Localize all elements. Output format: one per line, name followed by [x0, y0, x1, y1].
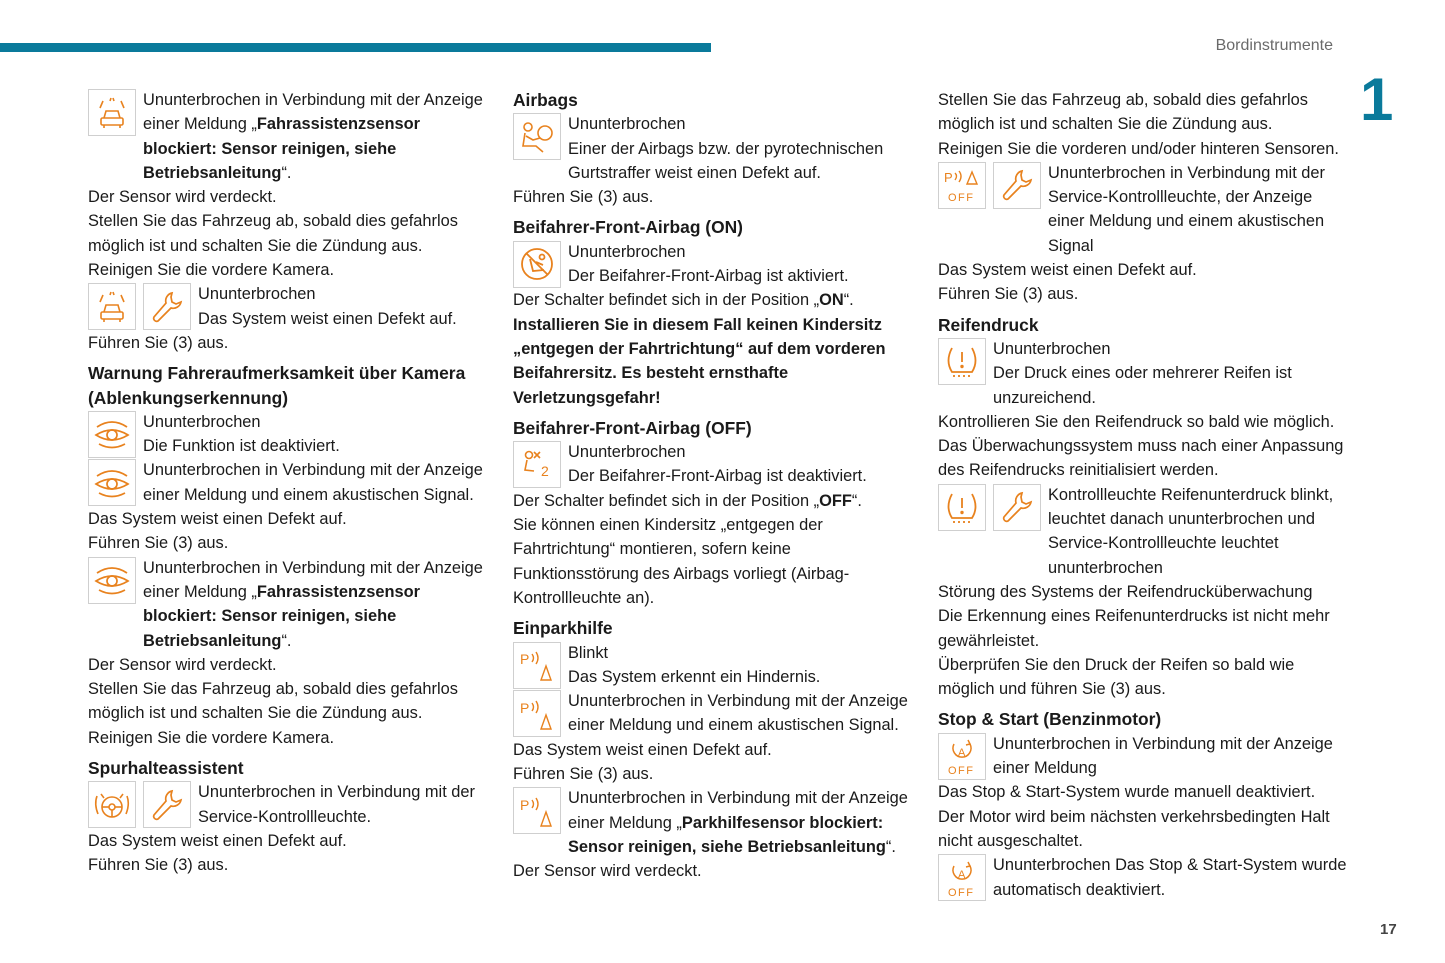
body-text: Der Sensor wird verdeckt. — [88, 655, 277, 674]
lane-assist-steering-icon — [88, 781, 136, 828]
entry-text: Ununterbrochen — [993, 339, 1111, 358]
parking-off-entry — [938, 161, 1348, 258]
column-3 — [938, 88, 1348, 902]
section-title: Bordinstrumente — [1215, 37, 1333, 54]
off-label: OFF — [948, 192, 975, 205]
entry-text: Ununterbrochen — [568, 242, 686, 261]
quote-close: “. — [843, 291, 854, 310]
entry-text: Der Druck eines oder mehrerer Reifen ist unzureichend. — [993, 364, 1292, 407]
tyre-pressure-entry — [938, 483, 1348, 580]
entry-text: Ununterbrochen in Verbindung mit der Anzeige einer Meldung „ — [143, 558, 483, 601]
entry-text: Ununterbrochen in Verbindung mit der Anzeige einer Meldung und einem akustischen Signal. — [143, 461, 483, 504]
camera-defect-entry — [88, 282, 493, 331]
body-text: Reinigen Sie die vordere Kamera. — [88, 728, 334, 747]
section-heading: Einparkhilfe — [513, 618, 613, 639]
body-text: Der Sensor wird verdeckt. — [513, 862, 702, 881]
entry-text: Ununterbrochen — [568, 115, 686, 134]
warning-text: Installieren Sie in diesem Fall keinen Kindersitz „entgegen der Fahrtrichtung“ auf dem vorderen Beifahrersitz. Es besteht ernsthafte Verletzungsgefahr! — [513, 315, 886, 407]
entry-text: Ununterbrochen — [568, 443, 686, 462]
tyre-pressure-entry — [938, 337, 1348, 410]
message-text: Fahrassistenzsensor blockiert: Sensor reinigen, siehe Betriebsanleitung — [143, 115, 420, 182]
body-text: Der Schalter befindet sich in der Position „ — [513, 291, 820, 310]
entry-text: Ununterbrochen in Verbindung mit der Anzeige einer Meldung und einem akustischen Signal. — [568, 692, 908, 735]
lane-assist-entry — [88, 780, 493, 829]
parking-sensor-icon — [513, 690, 561, 737]
body-text: Das System weist einen Defekt auf. — [938, 261, 1197, 280]
parking-p-label: P — [944, 170, 953, 186]
airbag-entry — [513, 112, 918, 185]
body-text: Stellen Sie das Fahrzeug ab, sobald dies gefahrlos möglich ist und schalten Sie die Zündung aus. — [88, 212, 458, 255]
entry-text: Die Funktion ist deaktiviert. — [143, 437, 340, 456]
entry-text: Ununterbrochen — [143, 412, 261, 431]
chapter-number: 1 — [1360, 66, 1394, 133]
body-text: Das System weist einen Defekt auf. — [88, 510, 347, 529]
entry-text: Der Beifahrer-Front-Airbag ist aktiviert. — [568, 267, 849, 286]
body-text: Führen Sie (3) aus. — [88, 534, 229, 553]
section-heading: Beifahrer-Front-Airbag (ON) — [513, 217, 743, 238]
message-text: Fahrassistenzsensor blockiert: Sensor reinigen, siehe Betriebsanleitung — [143, 582, 420, 650]
stop-start-off-icon — [938, 733, 986, 780]
quote-close: “. — [885, 837, 896, 856]
wrench-icon — [993, 484, 1041, 531]
entry-text: Ununterbrochen in Verbindung mit der Anzeige einer Meldung „ — [568, 789, 908, 832]
section-heading: Beifahrer-Front-Airbag (OFF) — [513, 417, 752, 438]
quote-close: “. — [281, 631, 292, 650]
entry-text: Kontrollleuchte Reifenunterdruck blinkt, leuchtet danach ununterbrochen und Service-Kontrollleuchte leuchtet ununterbrochen — [1048, 485, 1334, 577]
camera-blocked-entry — [88, 88, 493, 185]
body-text: Reinigen Sie die vorderen und/oder hinteren Sensoren. — [938, 139, 1339, 158]
driver-attention-entry — [88, 556, 493, 653]
header-accent-bar — [0, 43, 711, 52]
front-camera-icon — [88, 89, 136, 136]
entry-text: Ununterbrochen Das Stop & Start-System wurde automatisch deaktiviert. — [993, 856, 1347, 899]
body-text: Führen Sie (3) aus. — [513, 188, 654, 207]
quote-close: “. — [281, 163, 292, 182]
airbag-two-label: 2 — [541, 462, 549, 479]
parking-p-label: P — [520, 651, 530, 668]
parking-p-label: P — [520, 699, 530, 716]
off-label: OFF — [948, 765, 975, 778]
driver-eye-icon — [88, 411, 136, 458]
section-heading: Stop & Start (Benzinmotor) — [938, 709, 1162, 730]
airbag-on-entry — [513, 240, 918, 289]
parking-entry — [513, 786, 918, 859]
switch-position: ON — [819, 291, 844, 310]
column-1 — [88, 88, 493, 878]
body-text: Das System weist einen Defekt auf. — [88, 831, 347, 850]
wrench-icon — [143, 283, 191, 330]
entry-text: Ununterbrochen in Verbindung mit der Anzeige einer Meldung „ — [143, 91, 483, 134]
body-text: Das Überwachungssystem muss nach einer Anpassung des Reifendrucks reinitialisiert werden. — [938, 437, 1344, 480]
off-label: OFF — [948, 886, 975, 899]
quote-close: “. — [851, 491, 862, 510]
body-text: Störung des Systems der Reifendrucküberwachung — [938, 582, 1313, 601]
body-text: Der Motor wird beim nächsten verkehrsbedingten Halt nicht ausgeschaltet. — [938, 807, 1330, 850]
body-text: Sie können einen Kindersitz „entgegen der Fahrtrichtung“ montieren, sofern keine Funktionsstörung des Airbags vorliegt (Airbag-Kontrollleuchte an). — [513, 516, 850, 607]
column-2 — [513, 88, 918, 884]
child-seat-prohibited-icon — [513, 241, 561, 288]
body-text: Führen Sie (3) aus. — [938, 285, 1079, 304]
page-number: 17 — [1380, 921, 1397, 938]
switch-position: OFF — [819, 491, 852, 510]
entry-text: Ununterbrochen — [198, 285, 316, 304]
stop-start-entry — [938, 732, 1348, 781]
stop-start-off-icon — [938, 854, 986, 901]
driver-eye-icon — [88, 459, 136, 506]
body-text: Stellen Sie das Fahrzeug ab, sobald dies gefahrlos möglich ist und schalten Sie die Zündung aus. — [88, 680, 458, 723]
body-text: Das Stop & Start-System wurde manuell deaktiviert. — [938, 783, 1316, 802]
body-text: Führen Sie (3) aus. — [513, 765, 654, 784]
parking-sensor-icon — [513, 787, 561, 834]
front-camera-icon — [88, 283, 136, 330]
entry-text: Das System erkennt ein Hindernis. — [568, 667, 821, 686]
entry-text: Einer der Airbags bzw. der pyrotechnischen Gurtstraffer weist einen Defekt auf. — [568, 139, 884, 182]
entry-text: Ununterbrochen in Verbindung mit der Service-Kontrollleuchte, der Anzeige einer Meldung und einem akustischen Signal — [1048, 163, 1325, 255]
section-heading: Warnung Fahreraufmerksamkeit über Kamera (Ablenkungserkennung) — [88, 363, 466, 408]
airbag-off-entry — [513, 440, 918, 489]
body-text: Der Sensor wird verdeckt. — [88, 188, 277, 207]
body-text: Stellen Sie das Fahrzeug ab, sobald dies gefahrlos möglich ist und schalten Sie die Zündung aus. — [938, 91, 1308, 134]
section-heading: Airbags — [513, 90, 578, 110]
parking-sensor-icon — [513, 642, 561, 689]
wrench-icon — [993, 162, 1041, 209]
wrench-icon — [143, 781, 191, 828]
body-text: Führen Sie (3) aus. — [88, 333, 229, 352]
auto-a-label: A — [958, 868, 966, 881]
entry-text: Der Beifahrer-Front-Airbag ist deaktiviert. — [568, 467, 867, 486]
body-text: Führen Sie (3) aus. — [88, 856, 229, 875]
body-text: Reinigen Sie die vordere Kamera. — [88, 261, 334, 280]
message-text: Parkhilfesensor blockiert: Sensor reinigen, siehe Betriebsanleitung — [568, 813, 886, 856]
section-heading: Reifendruck — [938, 314, 1039, 335]
driver-eye-icon — [88, 557, 136, 604]
parking-off-icon — [938, 162, 986, 209]
entry-text: Ununterbrochen in Verbindung mit der Anzeige einer Meldung — [993, 734, 1333, 778]
driver-attention-entry — [88, 458, 493, 507]
parking-entry — [513, 689, 918, 738]
entry-text: Blinkt — [568, 643, 609, 662]
entry-text: Ununterbrochen in Verbindung mit der Service-Kontrollleuchte. — [198, 783, 475, 826]
body-text: Das System weist einen Defekt auf. — [513, 740, 772, 759]
section-heading: Spurhalteassistent — [88, 758, 244, 779]
body-text: Kontrollieren Sie den Reifendruck so bald wie möglich. — [938, 412, 1335, 431]
body-text: Der Schalter befindet sich in der Position „ — [513, 491, 820, 510]
parking-p-label: P — [520, 796, 530, 813]
airbag-off-icon — [513, 441, 561, 488]
driver-attention-entry — [88, 410, 493, 459]
entry-text: Das System weist einen Defekt auf. — [198, 309, 457, 328]
parking-entry — [513, 641, 918, 690]
tyre-pressure-icon — [938, 338, 986, 385]
airbag-icon — [513, 113, 561, 160]
tyre-pressure-icon — [938, 484, 986, 531]
body-text: Überprüfen Sie den Druck der Reifen so bald wie möglich und führen Sie (3) aus. — [938, 655, 1295, 699]
stop-start-entry — [938, 853, 1348, 902]
auto-a-label: A — [958, 747, 966, 760]
body-text: Die Erkennung eines Reifenunterdrucks ist nicht mehr gewährleistet. — [938, 607, 1330, 650]
